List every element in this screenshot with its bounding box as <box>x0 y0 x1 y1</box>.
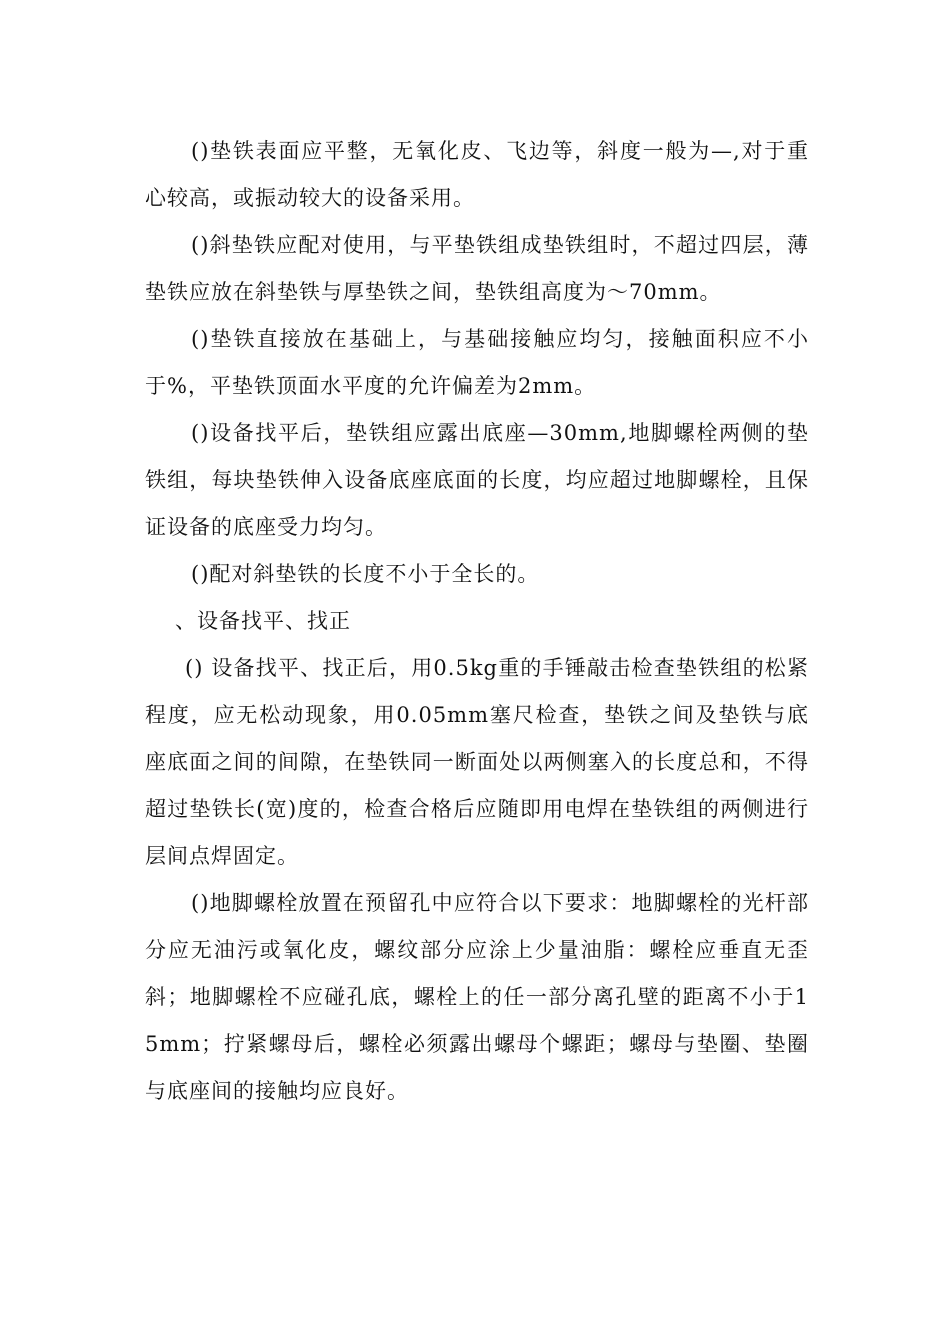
paragraph-shim-pairing: ()斜垫铁应配对使用，与平垫铁组成垫铁组时，不超过四层，薄垫铁应放在斜垫铁与厚垫铁之间，垫铁组高度为～70mm。 <box>145 233 809 304</box>
paragraph-anchor-bolts: ()地脚螺栓放置在预留孔中应符合以下要求：地脚螺栓的光杆部分应无油污或氧化皮，螺纹部分应涂上少量油脂：螺栓应垂直无歪斜；地脚螺栓不应碰孔底，螺栓上的任一部分离孔壁的距离不小于15mm；拧紧螺母后，螺栓必须露出螺母个螺距；螺母与垫圈、垫圈与底座间的接触均应良好。 <box>145 891 809 1103</box>
paragraph-shim-contact: ()垫铁直接放在基础上，与基础接触应均匀，接触面积应不小于%，平垫铁顶面水平度的允许偏差为2mm。 <box>145 327 809 398</box>
paragraph-leveling-check: () 设备找平、找正后，用0.5kg重的手锤敲击检查垫铁组的松紧程度，应无松动现象，用0.05mm塞尺检查，垫铁之间及垫铁与底座底面之间的间隙，在垫铁同一断面处以两侧塞入的长度总和，不得超过垫铁长(宽)度的，检查合格后应随即用电焊在垫铁组的两侧进行层间点焊固定。 <box>145 656 809 868</box>
paragraph-shim-length: ()配对斜垫铁的长度不小于全长的。 <box>191 562 540 586</box>
section-heading-leveling: 、设备找平、找正 <box>175 609 351 633</box>
paragraph-shim-surface: ()垫铁表面应平整，无氧化皮、飞边等，斜度一般为—,对于重心较高，或振动较大的设备采用。 <box>145 139 809 210</box>
paragraph-shim-exposure: ()设备找平后，垫铁组应露出底座—30mm,地脚螺栓两侧的垫铁组，每块垫铁伸入设备底座底面的长度，均应超过地脚螺栓，且保证设备的底座受力均匀。 <box>145 421 809 539</box>
document-page <box>145 128 809 1115</box>
